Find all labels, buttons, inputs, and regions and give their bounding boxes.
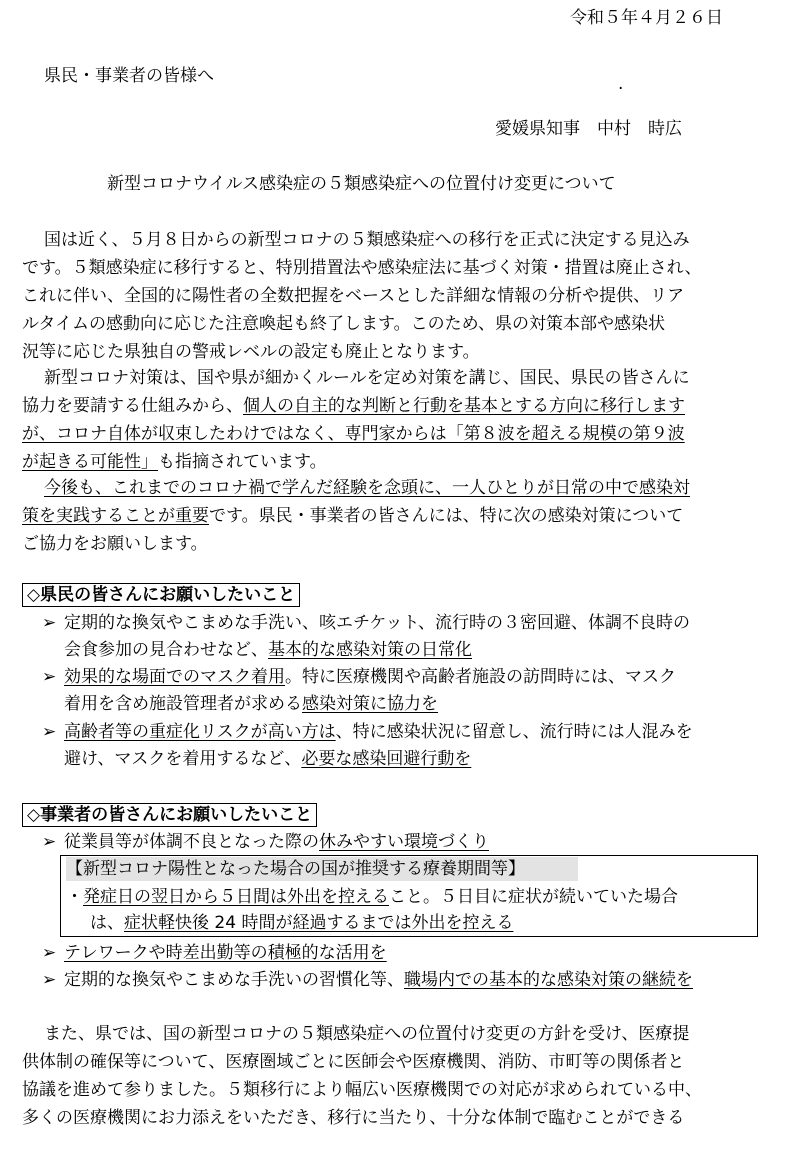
underlined-text: 策を実践することが重要 — [22, 506, 209, 526]
addressee: 県民・事業者の皆様へ — [44, 66, 214, 86]
text: 。特に医療機関や高齢者施設の訪問時には、マスク — [285, 667, 676, 687]
intro-p2-line-2 — [22, 394, 685, 418]
underlined-text: 基本的な感染対策の日常化 — [268, 640, 472, 660]
box-title: 【新型コロナ陽性となった場合の国が推奨する療養期間等】 — [66, 859, 525, 879]
sender: 愛媛県知事 中村 時広 — [495, 119, 682, 139]
text: 協力を要請する仕組みから、 — [22, 396, 243, 416]
underlined-text: 効果的な場面でのマスク着用 — [64, 667, 285, 687]
underlined-text: が起きる可能性」 — [22, 452, 158, 472]
arrow-bullet-icon: ➢ — [42, 832, 57, 852]
arrow-bullet-icon: ➢ — [42, 970, 57, 990]
arrow-bullet-icon: ➢ — [42, 667, 57, 687]
closing-line-4: 多くの医療機関にお力添えをいただき、移行に当たり、十分な体制で臨むことができる — [22, 1108, 685, 1128]
arrow-bullet-icon: ➢ — [42, 613, 57, 633]
business-item-1 — [42, 830, 489, 854]
residents-item-2-line-1 — [42, 665, 676, 689]
arrow-bullet-icon: ➢ — [42, 943, 57, 963]
intro-p3-line-3: ご協力をお願いします。 — [22, 534, 208, 554]
intro-p3-line-1: 今後も、これまでのコロナ禍で学んだ経験を念頭に、一人ひとりが日常の中で感染対 — [44, 478, 690, 498]
underlined-text: 職場内での基本的な感染対策の継続を — [404, 970, 693, 990]
box-line-2 — [90, 911, 513, 935]
underlined-text: 発症日の翌日から５日間は外出を控える — [83, 887, 389, 907]
text: です。県民・事業者の皆さんには、特に次の感染対策について — [209, 506, 684, 526]
page-title: 新型コロナウイルス感染症の５類感染症への位置付け変更について — [107, 174, 616, 194]
business-item-2 — [42, 941, 387, 965]
residents-item-3-line-2 — [64, 747, 471, 771]
intro-p3-line-2 — [22, 504, 683, 528]
bullet-dot: ・ — [66, 887, 83, 907]
underlined-text: 症状軽快後 24 時間が経過するまでは外出を控える — [124, 913, 514, 933]
closing-line-2: 供体制の確保等について、医療圏域ごとに医師会や医療機関、消防、市町等の関係者と — [22, 1052, 685, 1072]
underlined-text: 個人の自主的な判断と行動を基本とする方向に移行します — [243, 396, 685, 416]
residents-item-2-line-2 — [64, 692, 438, 716]
text: 、特に感染状況に留意し、流行時には人混みを — [335, 722, 693, 742]
business-section-heading: ◇事業者の皆さんにお願いしたいこと — [22, 803, 317, 827]
intro-p2-line-4 — [22, 450, 327, 474]
residents-item-1-line-2 — [64, 638, 472, 662]
underlined-text: 感染対策に協力を — [302, 694, 438, 714]
text: も指摘されています。 — [158, 452, 327, 472]
arrow-bullet-icon: ➢ — [42, 722, 57, 742]
text: 避け、マスクを着用するなど、 — [64, 749, 302, 769]
intro-p1-line-2: です。５類感染症に移行すると、特別措置法や感染症法に基づく対策・措置は廃止され、 — [22, 258, 702, 278]
underlined-text: テレワークや時差出勤等の積極的な活用を — [64, 943, 387, 963]
closing-line-1: また、県では、国の新型コロナの５類感染症への位置付け変更の方針を受け、医療提 — [44, 1024, 690, 1044]
intro-p1-line-5: 況等に応じた県独自の警戒レベルの設定も廃止となります。 — [22, 342, 480, 362]
residents-item-3-line-1 — [42, 720, 693, 744]
residents-item-1-line-1 — [42, 611, 690, 635]
text: 定期的な換気やこまめな手洗いの習慣化等、 — [64, 970, 404, 990]
text: 定期的な換気やこまめな手洗い、咳エチケット、流行時の３密回避、体調不良時の — [64, 613, 690, 633]
closing-line-3: 協議を進めて参りました。５類移行により幅広い医療機関での対応が求められている中、 — [22, 1080, 702, 1100]
business-item-3 — [42, 968, 693, 992]
box-line-1 — [66, 885, 678, 909]
underlined-text: 高齢者等の重症化リスクが高い方は — [64, 722, 336, 742]
text: 着用を含め施設管理者が求める — [64, 694, 302, 714]
text: こと。５日目に症状が続いていた場合 — [389, 887, 678, 907]
residents-section-heading: ◇県民の皆さんにお願いしたいこと — [22, 583, 300, 607]
underlined-text: 必要な感染回避行動を — [301, 749, 472, 769]
intro-p2-line-1: 新型コロナ対策は、国や県が細かくルールを定め対策を講じ、国民、県民の皆さんに — [44, 368, 690, 388]
text: 従業員等が体調不良となった際の — [64, 832, 319, 852]
intro-p1-line-1: 国は近く、５月８日からの新型コロナの５類感染症への移行を正式に決定する見込み — [44, 230, 690, 250]
document-date: 令和５年４月２６日 — [570, 8, 723, 28]
stray-mark: . — [618, 74, 624, 94]
intro-p2-line-3: が、コロナ自体が収束したわけではなく、専門家からは「第８波を超える規模の第９波 — [22, 424, 685, 444]
underlined-text: 休みやすい環境づくり — [319, 832, 489, 852]
intro-p1-line-3: これに伴い、全国的に陽性者の全数把握をベースとした詳細な情報の分析や提供、リア — [22, 286, 685, 306]
text: 会食参加の見合わせなど、 — [64, 640, 268, 660]
intro-p1-line-4: ルタイムの感動向に応じた注意喚起も終了します。このため、県の対策本部や感染状 — [22, 314, 665, 334]
text: は、 — [90, 913, 124, 933]
